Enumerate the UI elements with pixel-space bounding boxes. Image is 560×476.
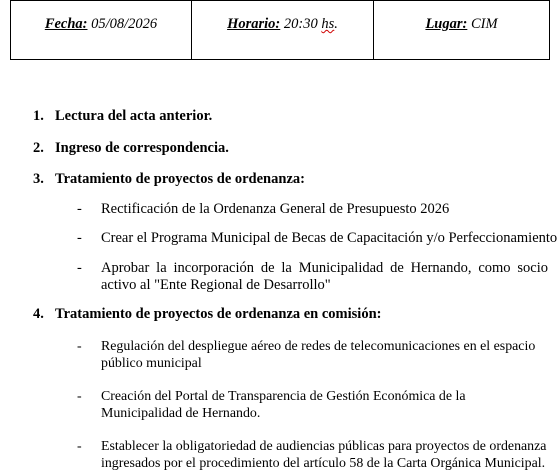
dash-bullet: - (77, 439, 82, 454)
subitem-line-2: público municipal (101, 356, 202, 371)
horario-value: 20:30 (280, 16, 322, 32)
item-number: 2. (33, 140, 44, 156)
agenda-item-2 (33, 140, 229, 157)
lugar-cell (374, 1, 550, 60)
agenda-item-3 (33, 171, 305, 188)
fecha-value: 05/08/2026 (87, 16, 158, 32)
horario-cell (192, 1, 374, 60)
subitem-line-2: ingresados por el procedimiento del artículo 58 de la Carta Orgánica Municipal. (101, 456, 546, 471)
agenda-item-4 (33, 306, 381, 323)
subitem-text: Crear el Programa Municipal de Becas de Capacitación y/o Perfeccionamiento (101, 230, 558, 246)
fecha-label: Fecha: (44, 16, 88, 32)
agenda-item-1 (33, 108, 212, 125)
item-title: Tratamiento de proyectos de ordenanza: (55, 171, 305, 187)
dash-bullet: - (77, 201, 82, 217)
horario-label: Horario: (227, 16, 281, 32)
header-table (10, 0, 550, 60)
dash-bullet: - (77, 260, 82, 276)
item-title: Ingreso de correspondencia. (55, 140, 229, 156)
subitem-line-1: Creación del Portal de Transparencia de Gestión Económica de la (101, 389, 466, 404)
dash-bullet: - (77, 230, 82, 246)
item-title: Lectura del acta anterior. (55, 108, 213, 124)
horario-unit: hs (321, 16, 335, 32)
item-title: Tratamiento de proyectos de ordenanza en comisión: (55, 306, 382, 322)
fecha-cell (11, 1, 192, 60)
item-number: 4. (33, 306, 44, 322)
subitem-line-2: Municipalidad de Hernando. (101, 406, 261, 421)
item-number: 3. (33, 171, 44, 187)
subitem-line-1: Regulación del despliegue aéreo de redes de telecomunicaciones en el espacio (101, 339, 536, 354)
lugar-label: Lugar: (425, 16, 468, 32)
subitem-line-1: Establecer la obligatoriedad de audiencias públicas para proyectos de ordenanza (101, 439, 547, 454)
item-number: 1. (33, 108, 44, 124)
subitem-line-1: Aprobar la incorporación de la Municipalidad de Hernando, como socio (101, 260, 548, 276)
lugar-value: CIM (467, 16, 498, 32)
dash-bullet: - (77, 389, 82, 404)
subitem-line-2: activo al "Ente Regional de Desarrollo" (101, 277, 331, 293)
horario-dot: . (334, 16, 338, 32)
dash-bullet: - (77, 339, 82, 354)
subitem-text: Rectificación de la Ordenanza General de Presupuesto 2026 (101, 201, 450, 217)
